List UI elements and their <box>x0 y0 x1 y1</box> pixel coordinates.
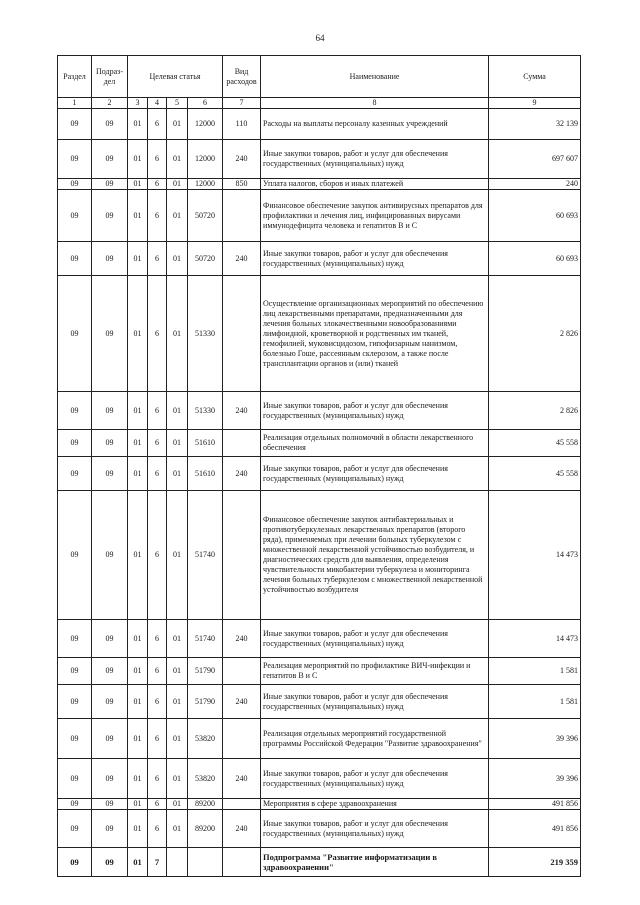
vid-rashodov-cell: 240 <box>223 140 261 179</box>
vid-rashodov-cell: 240 <box>223 242 261 276</box>
statya-podprog-cell: 6 <box>148 620 167 658</box>
table-row <box>58 685 581 719</box>
col-number: 1 <box>58 98 92 109</box>
statya-osn-cell: 01 <box>167 658 188 685</box>
naimenovanie-cell: Реализация мероприятий по профилактике ВИЧ-инфекции и гепатитов В и С <box>261 658 489 685</box>
vid-rashodov-cell: 240 <box>223 392 261 430</box>
table-row <box>58 620 581 658</box>
statya-prog-cell: 01 <box>128 242 148 276</box>
statya-napr-cell <box>188 848 223 877</box>
vid-rashodov-cell <box>223 848 261 877</box>
statya-podprog-cell: 6 <box>148 242 167 276</box>
statya-prog-cell: 01 <box>128 810 148 848</box>
header-summa: Сумма <box>489 56 581 98</box>
podrazdel-cell: 09 <box>92 759 128 799</box>
statya-podprog-cell: 6 <box>148 190 167 242</box>
razdel-cell: 09 <box>58 392 92 430</box>
statya-napr-cell: 51610 <box>188 457 223 491</box>
podrazdel-cell: 09 <box>92 491 128 620</box>
vid-rashodov-cell: 850 <box>223 179 261 190</box>
summa-cell: 491 856 <box>489 810 581 848</box>
statya-prog-cell: 01 <box>128 430 148 457</box>
statya-prog-cell: 01 <box>128 685 148 719</box>
statya-osn-cell: 01 <box>167 759 188 799</box>
header-celevaya-statya: Целевая статья <box>128 56 223 98</box>
vid-rashodov-cell <box>223 799 261 810</box>
table-row <box>58 848 581 877</box>
statya-napr-cell: 89200 <box>188 810 223 848</box>
podrazdel-cell: 09 <box>92 242 128 276</box>
statya-prog-cell: 01 <box>128 457 148 491</box>
summa-cell: 14 473 <box>489 491 581 620</box>
vid-rashodov-cell: 240 <box>223 457 261 491</box>
naimenovanie-cell: Иные закупки товаров, работ и услуг для обеспечения государственных (муниципальных) нужд <box>261 140 489 179</box>
summa-cell: 60 693 <box>489 190 581 242</box>
summa-cell: 45 558 <box>489 457 581 491</box>
vid-rashodov-cell <box>223 276 261 392</box>
statya-podprog-cell: 6 <box>148 392 167 430</box>
col-number: 7 <box>223 98 261 109</box>
summa-cell: 491 856 <box>489 799 581 810</box>
statya-osn-cell: 01 <box>167 179 188 190</box>
naimenovanie-cell: Финансовое обеспечение закупок антивирусных препаратов для профилактики и лечения лиц, инфицированных вирусами иммунодефицита человека и гепатитов В и С <box>261 190 489 242</box>
table-row <box>58 430 581 457</box>
table-row <box>58 242 581 276</box>
statya-prog-cell: 01 <box>128 620 148 658</box>
statya-podprog-cell: 6 <box>148 276 167 392</box>
statya-prog-cell: 01 <box>128 179 148 190</box>
table-row <box>58 392 581 430</box>
summa-cell: 39 396 <box>489 759 581 799</box>
podrazdel-cell: 09 <box>92 392 128 430</box>
statya-prog-cell: 01 <box>128 491 148 620</box>
statya-podprog-cell: 6 <box>148 179 167 190</box>
razdel-cell: 09 <box>58 719 92 759</box>
statya-podprog-cell: 6 <box>148 457 167 491</box>
statya-podprog-cell: 6 <box>148 799 167 810</box>
statya-prog-cell: 01 <box>128 190 148 242</box>
vid-rashodov-cell: 240 <box>223 620 261 658</box>
col-number: 8 <box>261 98 489 109</box>
summa-cell: 219 359 <box>489 848 581 877</box>
table-row <box>58 276 581 392</box>
statya-napr-cell: 51740 <box>188 491 223 620</box>
summa-cell: 2 826 <box>489 276 581 392</box>
razdel-cell: 09 <box>58 620 92 658</box>
naimenovanie-cell: Иные закупки товаров, работ и услуг для обеспечения государственных (муниципальных) нужд <box>261 392 489 430</box>
statya-prog-cell: 01 <box>128 140 148 179</box>
table-row <box>58 179 581 190</box>
table-row <box>58 491 581 620</box>
razdel-cell: 09 <box>58 685 92 719</box>
statya-prog-cell: 01 <box>128 392 148 430</box>
naimenovanie-cell: Иные закупки товаров, работ и услуг для обеспечения государственных (муниципальных) нужд <box>261 242 489 276</box>
vid-rashodov-cell <box>223 491 261 620</box>
naimenovanie-cell: Иные закупки товаров, работ и услуг для обеспечения государственных (муниципальных) нужд <box>261 759 489 799</box>
naimenovanie-cell: Реализация отдельных полномочий в области лекарственного обеспечения <box>261 430 489 457</box>
podrazdel-cell: 09 <box>92 190 128 242</box>
summa-cell: 39 396 <box>489 719 581 759</box>
naimenovanie-cell: Реализация отдельных мероприятий государственной программы Российской Федерации "Развитие здравоохранения" <box>261 719 489 759</box>
page-number: 64 <box>315 33 325 43</box>
razdel-cell: 09 <box>58 190 92 242</box>
statya-napr-cell: 50720 <box>188 190 223 242</box>
summa-cell: 2 826 <box>489 392 581 430</box>
podrazdel-cell: 09 <box>92 620 128 658</box>
statya-prog-cell: 01 <box>128 759 148 799</box>
razdel-cell: 09 <box>58 140 92 179</box>
statya-prog-cell: 01 <box>128 848 148 877</box>
statya-osn-cell: 01 <box>167 719 188 759</box>
naimenovanie-cell: Уплата налогов, сборов и иных платежей <box>261 179 489 190</box>
table-row <box>58 190 581 242</box>
razdel-cell: 09 <box>58 658 92 685</box>
razdel-cell: 09 <box>58 109 92 140</box>
podrazdel-cell: 09 <box>92 457 128 491</box>
summa-cell: 240 <box>489 179 581 190</box>
naimenovanie-cell: Иные закупки товаров, работ и услуг для обеспечения государственных (муниципальных) нужд <box>261 620 489 658</box>
table-row <box>58 799 581 810</box>
razdel-cell: 09 <box>58 491 92 620</box>
table-row <box>58 810 581 848</box>
summa-cell: 14 473 <box>489 620 581 658</box>
col-number: 9 <box>489 98 581 109</box>
razdel-cell: 09 <box>58 242 92 276</box>
column-number-row <box>58 98 581 109</box>
statya-osn-cell: 01 <box>167 620 188 658</box>
vid-rashodov-cell <box>223 190 261 242</box>
statya-napr-cell: 12000 <box>188 179 223 190</box>
table-row <box>58 719 581 759</box>
col-number: 6 <box>188 98 223 109</box>
statya-osn-cell: 01 <box>167 799 188 810</box>
naimenovanie-cell: Финансовое обеспечение закупок антибактериальных и противотуберкулезных лекарственных препаратов (второго ряда), применяемых при лечении больных туберкулезом с множественной лекарственной устойчивостью возбудителя, и диагностических средств для выявления, определения чувствительности микобактерии туберкулеза и мониторинга лечения больных туберкулезом с множественной лекарственной устойчивостью возбудителя <box>261 491 489 620</box>
summa-cell: 697 607 <box>489 140 581 179</box>
statya-napr-cell: 51740 <box>188 620 223 658</box>
col-number: 2 <box>92 98 128 109</box>
statya-prog-cell: 01 <box>128 719 148 759</box>
podrazdel-cell: 09 <box>92 719 128 759</box>
statya-osn-cell: 01 <box>167 276 188 392</box>
statya-osn-cell: 01 <box>167 140 188 179</box>
statya-prog-cell: 01 <box>128 799 148 810</box>
razdel-cell: 09 <box>58 430 92 457</box>
summa-cell: 1 581 <box>489 685 581 719</box>
vid-rashodov-cell: 240 <box>223 810 261 848</box>
statya-napr-cell: 51610 <box>188 430 223 457</box>
statya-napr-cell: 12000 <box>188 109 223 140</box>
table-row <box>58 658 581 685</box>
summa-cell: 1 581 <box>489 658 581 685</box>
statya-osn-cell: 01 <box>167 457 188 491</box>
col-number: 4 <box>148 98 167 109</box>
statya-napr-cell: 51790 <box>188 685 223 719</box>
podrazdel-cell: 09 <box>92 140 128 179</box>
col-number: 5 <box>167 98 188 109</box>
statya-podprog-cell: 6 <box>148 719 167 759</box>
statya-podprog-cell: 6 <box>148 140 167 179</box>
statya-podprog-cell: 7 <box>148 848 167 877</box>
podrazdel-cell: 09 <box>92 179 128 190</box>
naimenovanie-cell: Подпрограмма "Развитие информатизации в здравоохранении" <box>261 848 489 877</box>
podrazdel-cell: 09 <box>92 658 128 685</box>
header-vid-rashodov: Вид расходов <box>223 56 261 98</box>
statya-napr-cell: 53820 <box>188 719 223 759</box>
table-body <box>58 109 581 877</box>
statya-osn-cell: 01 <box>167 810 188 848</box>
statya-napr-cell: 51330 <box>188 392 223 430</box>
podrazdel-cell: 09 <box>92 276 128 392</box>
vid-rashodov-cell: 110 <box>223 109 261 140</box>
statya-podprog-cell: 6 <box>148 759 167 799</box>
statya-napr-cell: 89200 <box>188 799 223 810</box>
header-podrazdel: Подраз- дел <box>92 56 128 98</box>
statya-prog-cell: 01 <box>128 276 148 392</box>
statya-napr-cell: 53820 <box>188 759 223 799</box>
statya-osn-cell: 01 <box>167 491 188 620</box>
vid-rashodov-cell: 240 <box>223 685 261 719</box>
summa-cell: 45 558 <box>489 430 581 457</box>
podrazdel-cell: 09 <box>92 109 128 140</box>
razdel-cell: 09 <box>58 810 92 848</box>
statya-podprog-cell: 6 <box>148 685 167 719</box>
table-row <box>58 759 581 799</box>
header-razdel: Раздел <box>58 56 92 98</box>
statya-podprog-cell: 6 <box>148 109 167 140</box>
statya-napr-cell: 12000 <box>188 140 223 179</box>
statya-napr-cell: 50720 <box>188 242 223 276</box>
statya-podprog-cell: 6 <box>148 430 167 457</box>
budget-table <box>57 55 581 877</box>
table-row <box>58 109 581 140</box>
naimenovanie-cell: Иные закупки товаров, работ и услуг для обеспечения государственных (муниципальных) нужд <box>261 810 489 848</box>
col-number: 3 <box>128 98 148 109</box>
vid-rashodov-cell <box>223 430 261 457</box>
naimenovanie-cell: Мероприятия в сфере здравоохранения <box>261 799 489 810</box>
razdel-cell: 09 <box>58 848 92 877</box>
razdel-cell: 09 <box>58 179 92 190</box>
razdel-cell: 09 <box>58 276 92 392</box>
statya-napr-cell: 51790 <box>188 658 223 685</box>
vid-rashodov-cell <box>223 719 261 759</box>
statya-prog-cell: 01 <box>128 109 148 140</box>
table-row <box>58 140 581 179</box>
naimenovanie-cell: Расходы на выплаты персоналу казенных учреждений <box>261 109 489 140</box>
statya-osn-cell: 01 <box>167 190 188 242</box>
statya-podprog-cell: 6 <box>148 658 167 685</box>
podrazdel-cell: 09 <box>92 810 128 848</box>
statya-podprog-cell: 6 <box>148 491 167 620</box>
podrazdel-cell: 09 <box>92 685 128 719</box>
naimenovanie-cell: Иные закупки товаров, работ и услуг для обеспечения государственных (муниципальных) нужд <box>261 457 489 491</box>
podrazdel-cell: 09 <box>92 799 128 810</box>
summa-cell: 32 139 <box>489 109 581 140</box>
statya-prog-cell: 01 <box>128 658 148 685</box>
summa-cell: 60 693 <box>489 242 581 276</box>
statya-podprog-cell: 6 <box>148 810 167 848</box>
naimenovanie-cell: Осуществление организационных мероприятий по обеспечению лиц лекарственными препаратами, предназначенными для лечения больных злокачественными новообразованиями лимфоидной, кроветворной и родственных им тканей, гемофилией, муковисцидозом, гипофизарным нанизмом, болезнью Гоше, рассеянным склерозом, а также после трансплантации органов и (или) тканей <box>261 276 489 392</box>
statya-napr-cell: 51330 <box>188 276 223 392</box>
header-row <box>58 56 581 98</box>
razdel-cell: 09 <box>58 457 92 491</box>
vid-rashodov-cell <box>223 658 261 685</box>
statya-osn-cell: 01 <box>167 109 188 140</box>
header-naimenovanie: Наименование <box>261 56 489 98</box>
table-row <box>58 457 581 491</box>
vid-rashodov-cell: 240 <box>223 759 261 799</box>
statya-osn-cell: 01 <box>167 685 188 719</box>
razdel-cell: 09 <box>58 759 92 799</box>
podrazdel-cell: 09 <box>92 848 128 877</box>
statya-osn-cell: 01 <box>167 392 188 430</box>
naimenovanie-cell: Иные закупки товаров, работ и услуг для обеспечения государственных (муниципальных) нужд <box>261 685 489 719</box>
statya-osn-cell <box>167 848 188 877</box>
razdel-cell: 09 <box>58 799 92 810</box>
podrazdel-cell: 09 <box>92 430 128 457</box>
statya-osn-cell: 01 <box>167 430 188 457</box>
statya-osn-cell: 01 <box>167 242 188 276</box>
